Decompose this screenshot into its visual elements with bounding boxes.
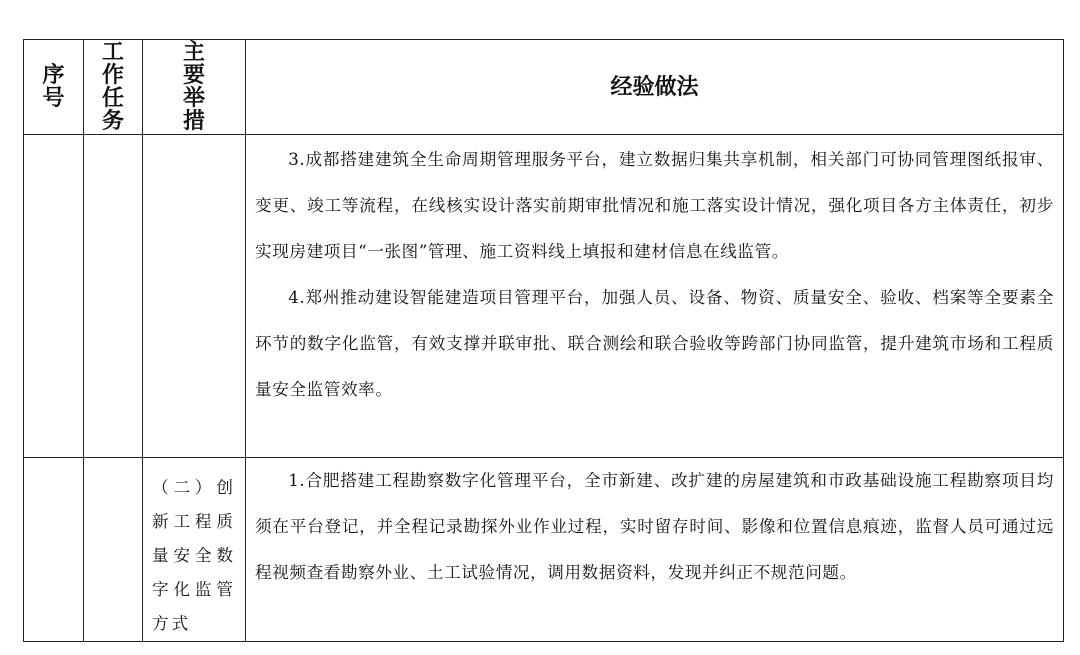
row1-measure [143,135,246,458]
row1-practice [246,135,1064,458]
row2-task [84,458,143,642]
practice-item-hefei: 1.合肥搭建工程勘察数字化管理平台，全市新建、改扩建的房屋建筑和市政基础设施工程勘察项目均须在平台登记，并全程记录勘探外业作业过程，实时留存时间、影像和位置信息痕迹，监督人员可通过远程视频查看勘察外业、土工试验情况，调用数据资料，发现并纠正不规范问题。 [255,471,1054,582]
header-measure: 主要举措 [143,40,246,135]
row2-seq [24,458,84,642]
table-header-row [24,40,1064,135]
row1-task [84,135,143,458]
header-practice: 经验做法 [246,40,1064,135]
table-row [24,458,1064,642]
row2-measure: （二）创新工程质量安全数字化监管方式 [143,458,246,642]
header-seq: 序号 [24,40,84,135]
practice-item-chengdu: 3.成都搭建建筑全生命周期管理服务平台，建立数据归集共享机制，相关部门可协同管理图纸报审、变更、竣工等流程，在线核实设计落实前期审批情况和施工落实设计情况，强化项目各方主体责任，初步实现房建项目“一张图”管理、施工资料线上填报和建材信息在线监管。 [255,150,1054,261]
practice-item-zhengzhou: 4.郑州推动建设智能建造项目管理平台，加强人员、设备、物资、质量安全、验收、档案等全要素全环节的数字化监管，有效支撑并联审批、联合测绘和联合验收等跨部门协同监管，提升建筑市场和工程质量安全监管效率。 [255,288,1054,399]
header-task: 工作任务 [84,40,143,135]
row1-seq [24,135,84,458]
row2-practice [246,458,1064,642]
practice-table [23,39,1064,642]
table-row [24,135,1064,458]
